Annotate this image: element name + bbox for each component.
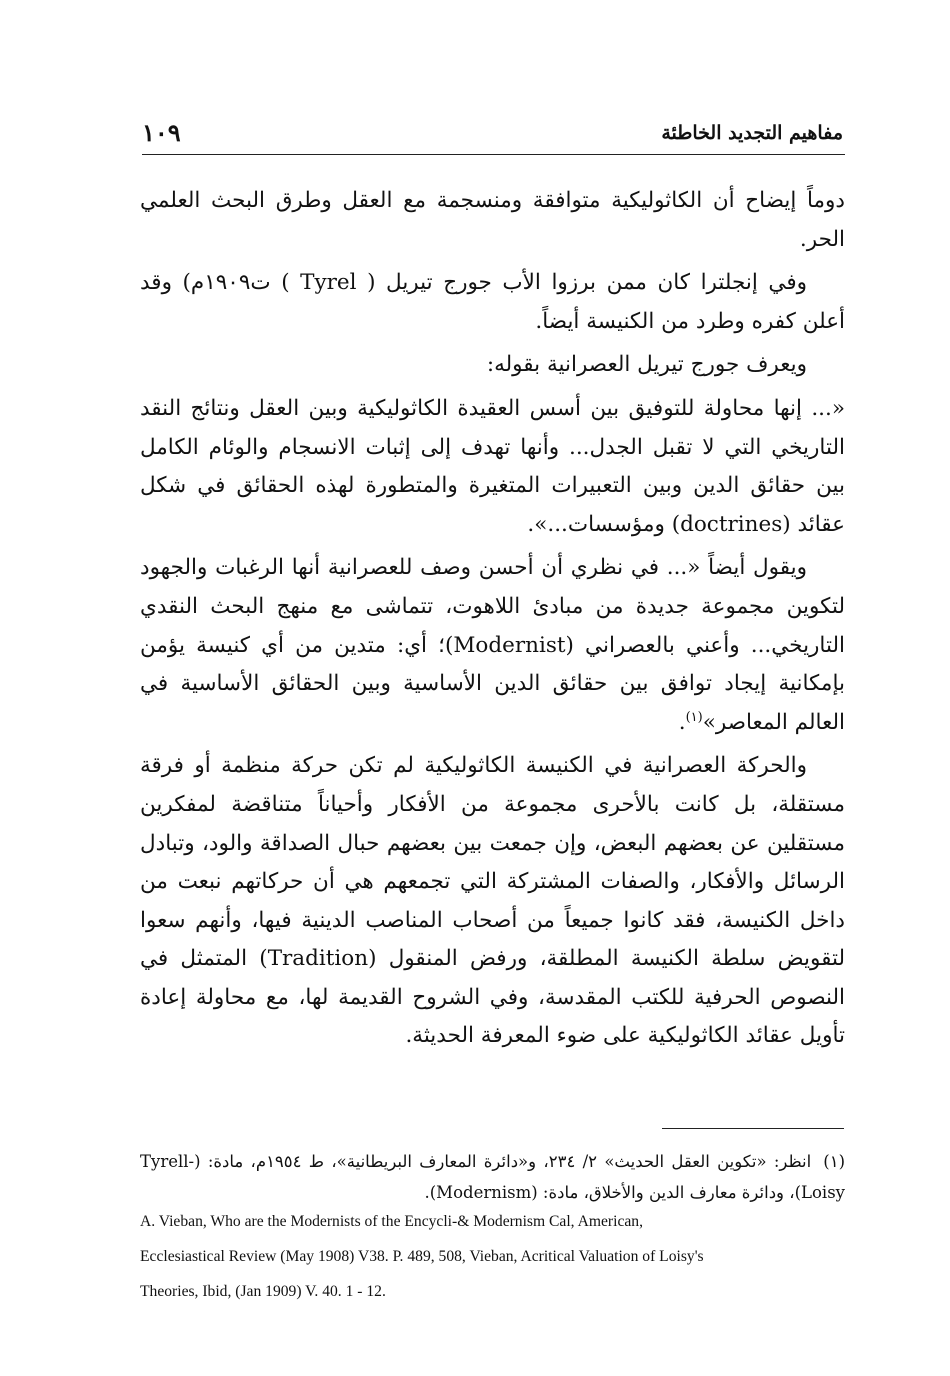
footnote-reference[interactable]: (١)	[685, 709, 703, 725]
header-divider	[142, 154, 845, 155]
footnote-arabic	[140, 1146, 845, 1208]
footnote-line: Ecclesiastical Review (May 1908) V38. P. 489, 508, Vieban, Acritical Valuation of Loisy's	[140, 1248, 704, 1265]
page-number: ١٠٩	[142, 118, 181, 147]
paragraph: دوماً إيضاح أن الكاثوليكية متوافقة ومنسجمة مع العقل وطرق البحث العلمي الحر.	[140, 188, 845, 252]
paragraph: والحركة العصرانية في الكنيسة الكاثوليكية لم تكن حركة منظمة أو فرقة مستقلة، بل كانت بالأحرى مجموعة من الأفكار وأحياناً متناقضة لمفكرين مستقلين عن بعضهم البعض، وإن جمعت بين بعضهم حبال الصداقة والود، وتبادل الرسائل والأفكار، والصفات المشتركة التي تجمعهم هي أن حركاتهم نبعت من داخل الكنيسة، فقد كانوا جميعاً من أصحاب المناصب الدينية فيها، وأنهم سعوا لتقويض سلطة الكنيسة المطلقة، ورفض المنقول (Tradition) المتمثل في النصوص الحرفية للكتب المقدسة، وفي الشروح القديمة لها، مع محاولة إعادة تأويل عقائد الكاثوليكية على ضوء المعرفة الحديثة.	[140, 753, 846, 1049]
footnote-marker: (١)	[823, 1152, 845, 1171]
paragraph: وفي إنجلترا كان ممن برزوا الأب جورج تيريل ( Tyrel ) ت١٩٠٩م) وقد أعلن كفره وطرد من الكنيسة أيضاً.	[140, 270, 845, 334]
running-title: مفاهيم التجديد الخاطئة	[661, 122, 843, 144]
quote-end: .	[678, 709, 686, 735]
quote-paragraph: «... إنها محاولة للتوفيق بين أسس العقيدة الكاثوليكية وبين العقل ونتائج النقد التاريخي التي لا تقبل الجدل... وأنها تهدف إلى إثبات الانسجام والوئام الكامل بين حقائق الدين وبين التعبيرات المتغيرة والمتطورة لهذه الحقائق في شكل عقائد (doctrines) ومؤسسات...».	[140, 395, 845, 537]
paragraph: ويعرف جورج تيريل العصرانية بقوله:	[486, 352, 807, 378]
footnote-divider	[662, 1128, 844, 1129]
quote-paragraph	[140, 549, 845, 742]
footnote-text: انظر: «تكوين العقل الحديث» ٢/ ٢٣٤، و«دائرة المعارف البريطانية»، ط ١٩٥٤م، مادة: (Tyrell-Loisy)، ودائرة معارف الدين والأخلاق، مادة: (Modernism).	[140, 1152, 845, 1202]
page-header	[142, 118, 843, 156]
main-text	[140, 182, 845, 1056]
footnote-line: A. Vieban, Who are the Modernists of the Encycli-& Modernism Cal, American,	[140, 1213, 643, 1230]
footnote-english	[140, 1204, 845, 1309]
footnote-line: Theories, Ibid, (Jan 1909) V. 40. 1 - 12.	[140, 1283, 386, 1300]
quote-text: ويقول أيضاً «... في نظري أن أحسن وصف للعصرانية أنها الرغبات والجهود لتكوين مجموعة جديدة من مبادئ اللاهوت، تتماشى مع منهج البحث النقدي التاريخي... وأعني بالعصراني (Modernist)؛ أي: متدين من أي كنيسة يؤمن بإمكانية إيجاد توافق بين حقائق الدين الأساسية وبين الحقائق الأساسية في العالم المعاصر»	[140, 555, 845, 735]
